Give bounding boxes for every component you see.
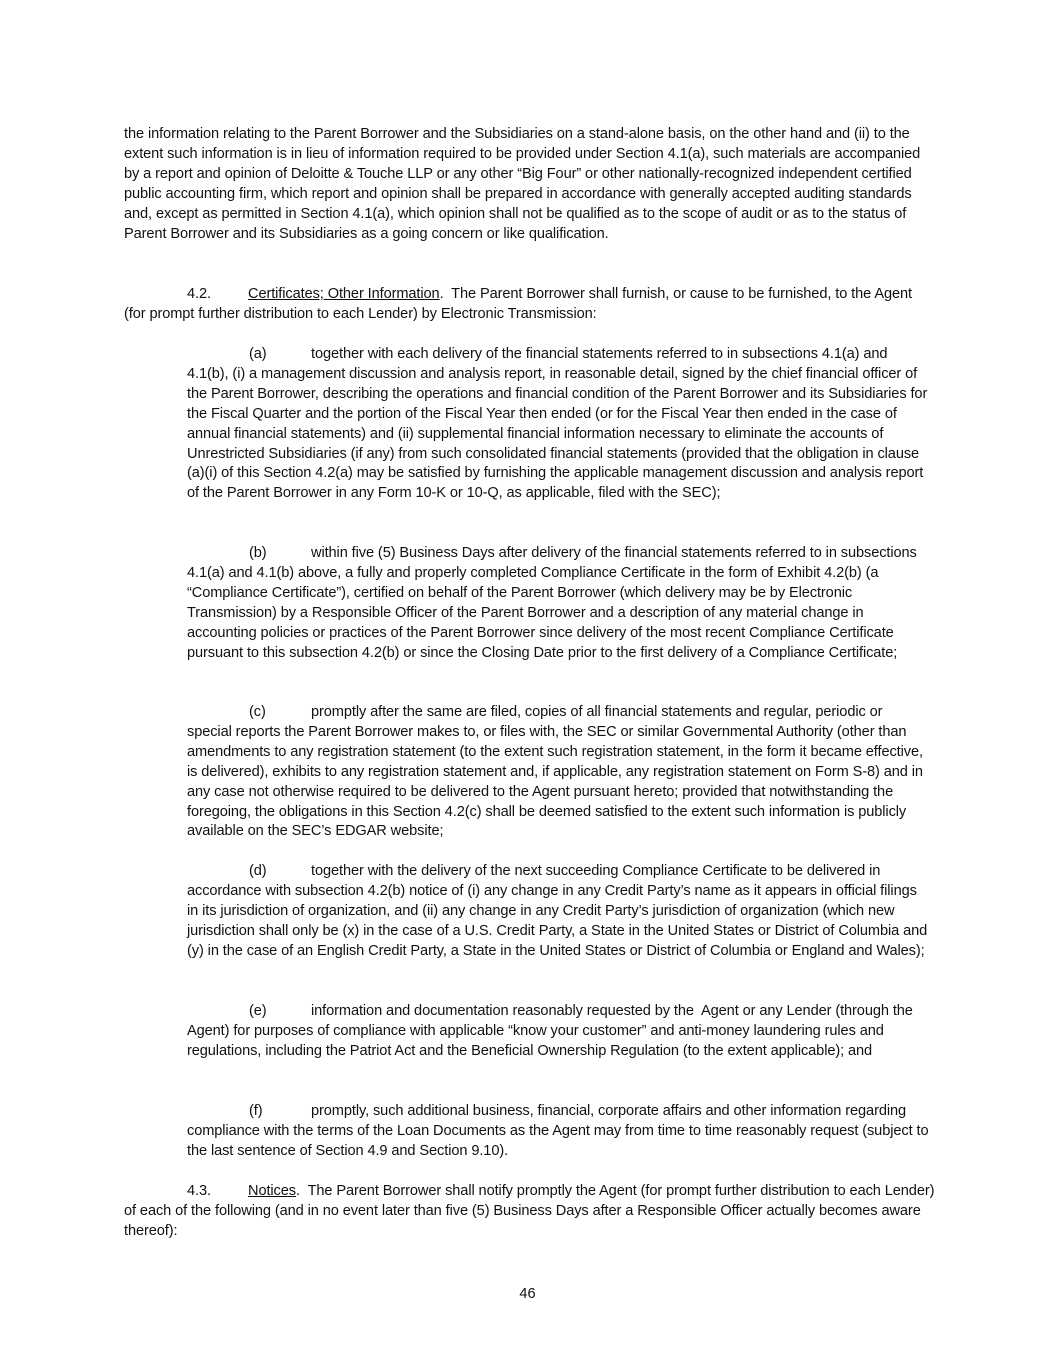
section-text: The Parent Borrower shall furnish, or cause to be furnished, to the Agent (for prompt further distribution to each Lender) by Electronic Transmission: (124, 286, 916, 322)
item-text: information and documentation reasonably requested by the Agent or any Lender (through the Agent) for purposes of compliance with applicable “know your customer” and anti-money laundering rules and regulations, including the Patriot Act and the Beneficial Ownership Regulation (to the extent applicable); and (187, 1003, 916, 1059)
section-number: 4.2. (187, 286, 211, 302)
item-f-paragraph (187, 1102, 929, 1162)
item-label: (d) (249, 863, 267, 879)
item-label: (f) (249, 1103, 263, 1119)
item-e-paragraph (187, 1002, 929, 1062)
page-number: 46 (519, 1286, 536, 1302)
item-b-paragraph (187, 544, 929, 663)
section-4-3-paragraph (124, 1182, 939, 1242)
item-text: within five (5) Business Days after delivery of the financial statements referred to in subsections 4.1(a) and 4.1(b) above, a fully and properly completed Compliance Certificate in the form of Exhibit 4.2(b) (a “Compliance Certificate”), certified on behalf of the Parent Borrower (which delivery may be by Electronic Transmission) by a Responsible Officer of the Parent Borrower and a description of any material change in accounting policies or practices of the Parent Borrower since delivery of the most recent Compliance Certificate pursuant to this subsection 4.2(b) or since the Closing Date prior to the first delivery of a Compliance Certificate; (187, 545, 917, 661)
section-heading: Notices (248, 1183, 296, 1199)
section-text: The Parent Borrower shall notify promptly the Agent (for prompt further distribution to each Lender) of each of the following (and in no event later than five (5) Business Days after a Responsible Officer actually becomes aware thereof): (124, 1183, 939, 1239)
item-d-paragraph (187, 862, 929, 962)
item-text: together with each delivery of the financial statements referred to in subsections 4.1(a) and 4.1(b), (i) a management discussion and analysis report, in reasonable detail, signed by the chief financial officer of the Parent Borrower, describing the operations and financial condition of the Parent Borrower and its Subsidiaries for the Fiscal Quarter and the portion of the Fiscal Year then ended (or for the Fiscal Year then ended in the case of annual financial statements) and (ii) supplemental financial information necessary to eliminate the accounts of Unrestricted Subsidiaries (if any) from such consolidated financial statements (provided that the obligation in clause (a)(i) of this Section 4.2(a) may be satisfied by furnishing the applicable management discussion and analysis report of the Parent Borrower in any Form 10-K or 10-Q, as applicable, filed with the SEC); (187, 346, 928, 502)
section-number: 4.3. (187, 1183, 211, 1199)
item-label: (a) (249, 346, 267, 362)
item-label: (c) (249, 704, 266, 720)
item-text: promptly after the same are filed, copies of all financial statements and regular, periodic or special reports the Parent Borrower makes to, or files with, the SEC or similar Governmental Authority (other than amendments to any registration statement (to the extent such registration statement, in the form it became effective, is delivered), exhibits to any registration statement and, if applicable, any registration statement on Form S-8) and in any case not otherwise required to be delivered to the Agent pursuant hereto; provided that notwithstanding the foregoing, the obligations in this Section 4.2(c) shall be deemed satisfied to the extent such information is publicly available on the SEC’s EDGAR website; (187, 704, 923, 840)
item-text: promptly, such additional business, financial, corporate affairs and other information regarding compliance with the terms of the Loan Documents as the Agent may from time to time reasonably request (subject to the last sentence of Section 4.9 and Section 9.10). (187, 1103, 929, 1159)
section-heading-period: . (295, 1183, 300, 1199)
section-heading-period: . (439, 286, 444, 302)
item-a-paragraph (187, 345, 929, 504)
item-text: together with the delivery of the next succeeding Compliance Certificate to be delivered in accordance with subsection 4.2(b) notice of (i) any change in any Credit Party’s name as it appears in official filings in its jurisdiction of organization, and (ii) any change in any Credit Party’s jurisdiction of organization (which new jurisdiction shall only be (x) in the case of a U.S. Credit Party, a State in the United States or District of Columbia and (y) in the case of an English Credit Party, a State in the United States or District of Columbia or England and Wales); (187, 863, 928, 959)
item-c-paragraph (187, 703, 929, 842)
continuation-text: the information relating to the Parent Borrower and the Subsidiaries on a stand-alone basis, on the other hand and (ii) to the extent such information is in lieu of information required to be provided under Section 4.1(a), such materials are accompanied by a report and opinion of Deloitte & Touche LLP or any other “Big Four” or other nationally-recognized independent certified public accounting firm, which report and opinion shall be prepared in accordance with generally accepted auditing standards and, except as permitted in Section 4.1(a), which opinion shall not be qualified as to the scope of audit or as to the status of Parent Borrower and its Subsidiaries as a going concern or like qualification. (124, 126, 921, 242)
item-label: (e) (249, 1003, 267, 1019)
section-heading: Certificates; Other Information (248, 286, 440, 302)
section-4-2-paragraph (124, 285, 936, 325)
continuation-paragraph (124, 125, 936, 244)
item-label: (b) (249, 545, 267, 561)
